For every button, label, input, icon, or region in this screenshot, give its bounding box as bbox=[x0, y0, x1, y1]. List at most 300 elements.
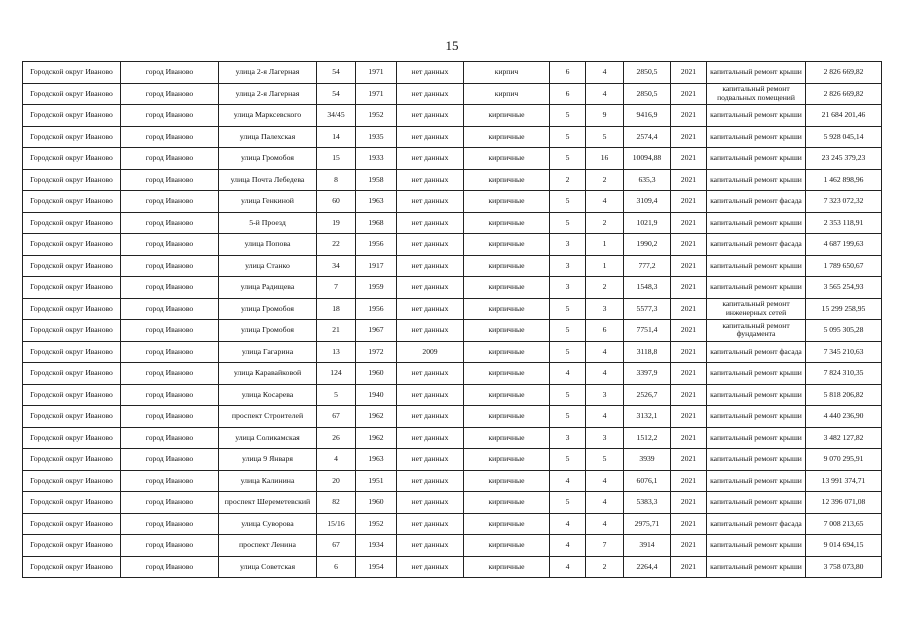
cell-floors: 6 bbox=[550, 83, 586, 105]
cell-house-number: 6 bbox=[317, 556, 356, 578]
cell-house-number: 15/16 bbox=[317, 513, 356, 535]
cell-year-built: 1958 bbox=[356, 169, 397, 191]
cell-area: 2264,4 bbox=[624, 556, 671, 578]
cell-municipality: Городской округ Иваново bbox=[23, 384, 121, 406]
cell-wall-material: кирпичные bbox=[464, 148, 550, 170]
cell-wall-material: кирпичные bbox=[464, 556, 550, 578]
cell-floors: 5 bbox=[550, 126, 586, 148]
cell-work-type: капитальный ремонт крыши bbox=[707, 449, 806, 471]
cell-house-number: 124 bbox=[317, 363, 356, 385]
cell-floors: 4 bbox=[550, 535, 586, 557]
cell-cost: 5 818 206,82 bbox=[806, 384, 882, 406]
cell-cost: 1 462 898,96 bbox=[806, 169, 882, 191]
cell-street: улица Станко bbox=[219, 255, 317, 277]
cell-cost: 1 789 650,67 bbox=[806, 255, 882, 277]
cell-house-number: 26 bbox=[317, 427, 356, 449]
cell-plan-year: 2021 bbox=[671, 363, 707, 385]
cell-house-number: 34 bbox=[317, 255, 356, 277]
cell-cost: 13 991 374,71 bbox=[806, 470, 882, 492]
cell-year-built: 1940 bbox=[356, 384, 397, 406]
cell-cost: 12 396 071,08 bbox=[806, 492, 882, 514]
cell-municipality: Городской округ Иваново bbox=[23, 556, 121, 578]
cell-house-number: 19 bbox=[317, 212, 356, 234]
cell-year-built: 1956 bbox=[356, 298, 397, 320]
cell-cost: 7 345 210,63 bbox=[806, 341, 882, 363]
cell-plan-year: 2021 bbox=[671, 191, 707, 213]
cell-floors: 3 bbox=[550, 277, 586, 299]
table-row bbox=[23, 556, 882, 578]
cell-last-repair-year: нет данных bbox=[397, 535, 464, 557]
cell-last-repair-year: нет данных bbox=[397, 277, 464, 299]
cell-area: 10094,88 bbox=[624, 148, 671, 170]
cell-municipality: Городской округ Иваново bbox=[23, 212, 121, 234]
cell-work-type: капитальный ремонт крыши bbox=[707, 470, 806, 492]
cell-area: 2526,7 bbox=[624, 384, 671, 406]
cell-work-type: капитальный ремонт крыши bbox=[707, 169, 806, 191]
cell-floors: 5 bbox=[550, 148, 586, 170]
cell-wall-material: кирпичные bbox=[464, 492, 550, 514]
cell-house-number: 82 bbox=[317, 492, 356, 514]
cell-municipality: Городской округ Иваново bbox=[23, 363, 121, 385]
cell-street: улица Громобоя bbox=[219, 298, 317, 320]
cell-settlement: город Иваново bbox=[121, 105, 219, 127]
cell-street: проспект Шереметевский bbox=[219, 492, 317, 514]
cell-year-built: 1933 bbox=[356, 148, 397, 170]
cell-work-type: капитальный ремонт фасада bbox=[707, 234, 806, 256]
cell-cost: 15 299 258,95 bbox=[806, 298, 882, 320]
table-row bbox=[23, 406, 882, 428]
cell-settlement: город Иваново bbox=[121, 234, 219, 256]
cell-entrances: 2 bbox=[586, 277, 624, 299]
cell-work-type: капитальный ремонт фасада bbox=[707, 513, 806, 535]
page-number: 15 bbox=[445, 38, 459, 53]
cell-wall-material: кирпичные bbox=[464, 212, 550, 234]
table-row bbox=[23, 126, 882, 148]
cell-street: улица Палехская bbox=[219, 126, 317, 148]
cell-cost: 2 353 118,91 bbox=[806, 212, 882, 234]
table-row bbox=[23, 148, 882, 170]
cell-settlement: город Иваново bbox=[121, 427, 219, 449]
cell-street: улица 9 Января bbox=[219, 449, 317, 471]
cell-work-type: капитальный ремонт крыши bbox=[707, 556, 806, 578]
cell-street: улица Марксевского bbox=[219, 105, 317, 127]
cell-municipality: Городской округ Иваново bbox=[23, 105, 121, 127]
cell-municipality: Городской округ Иваново bbox=[23, 449, 121, 471]
cell-house-number: 67 bbox=[317, 535, 356, 557]
cell-municipality: Городской округ Иваново bbox=[23, 255, 121, 277]
cell-wall-material: кирпичные bbox=[464, 427, 550, 449]
cell-last-repair-year: нет данных bbox=[397, 384, 464, 406]
cell-last-repair-year: нет данных bbox=[397, 556, 464, 578]
cell-floors: 2 bbox=[550, 169, 586, 191]
cell-area: 3109,4 bbox=[624, 191, 671, 213]
cell-municipality: Городской округ Иваново bbox=[23, 148, 121, 170]
cell-last-repair-year: нет данных bbox=[397, 191, 464, 213]
cell-area: 1990,2 bbox=[624, 234, 671, 256]
cell-municipality: Городской округ Иваново bbox=[23, 191, 121, 213]
table-row bbox=[23, 234, 882, 256]
cell-wall-material: кирпичные bbox=[464, 449, 550, 471]
cell-settlement: город Иваново bbox=[121, 169, 219, 191]
cell-settlement: город Иваново bbox=[121, 126, 219, 148]
cell-year-built: 1972 bbox=[356, 341, 397, 363]
cell-street: улица 2-я Лагерная bbox=[219, 62, 317, 84]
cell-year-built: 1960 bbox=[356, 363, 397, 385]
cell-floors: 5 bbox=[550, 384, 586, 406]
cell-cost: 2 826 669,82 bbox=[806, 62, 882, 84]
cell-settlement: город Иваново bbox=[121, 556, 219, 578]
cell-year-built: 1917 bbox=[356, 255, 397, 277]
cell-entrances: 1 bbox=[586, 234, 624, 256]
cell-floors: 4 bbox=[550, 513, 586, 535]
cell-floors: 4 bbox=[550, 363, 586, 385]
table-row bbox=[23, 62, 882, 84]
cell-house-number: 67 bbox=[317, 406, 356, 428]
cell-floors: 5 bbox=[550, 298, 586, 320]
cell-cost: 7 008 213,65 bbox=[806, 513, 882, 535]
cell-entrances: 3 bbox=[586, 427, 624, 449]
cell-municipality: Городской округ Иваново bbox=[23, 298, 121, 320]
cell-entrances: 4 bbox=[586, 406, 624, 428]
table-row bbox=[23, 449, 882, 471]
cell-cost: 9 014 694,15 bbox=[806, 535, 882, 557]
cell-plan-year: 2021 bbox=[671, 427, 707, 449]
housing-repair-table bbox=[22, 61, 882, 578]
cell-area: 777,2 bbox=[624, 255, 671, 277]
cell-settlement: город Иваново bbox=[121, 277, 219, 299]
cell-entrances: 4 bbox=[586, 83, 624, 105]
cell-last-repair-year: нет данных bbox=[397, 363, 464, 385]
cell-municipality: Городской округ Иваново bbox=[23, 470, 121, 492]
cell-area: 3914 bbox=[624, 535, 671, 557]
cell-area: 2850,5 bbox=[624, 62, 671, 84]
cell-wall-material: кирпич bbox=[464, 83, 550, 105]
cell-year-built: 1956 bbox=[356, 234, 397, 256]
cell-entrances: 6 bbox=[586, 320, 624, 342]
cell-floors: 4 bbox=[550, 556, 586, 578]
cell-floors: 3 bbox=[550, 234, 586, 256]
cell-municipality: Городской округ Иваново bbox=[23, 406, 121, 428]
cell-work-type: капитальный ремонт крыши bbox=[707, 277, 806, 299]
cell-plan-year: 2021 bbox=[671, 535, 707, 557]
cell-area: 3132,1 bbox=[624, 406, 671, 428]
cell-house-number: 7 bbox=[317, 277, 356, 299]
cell-wall-material: кирпичные bbox=[464, 126, 550, 148]
table-row bbox=[23, 105, 882, 127]
cell-plan-year: 2021 bbox=[671, 384, 707, 406]
cell-last-repair-year: нет данных bbox=[397, 169, 464, 191]
cell-last-repair-year: нет данных bbox=[397, 105, 464, 127]
cell-area: 1512,2 bbox=[624, 427, 671, 449]
table-body bbox=[23, 62, 882, 578]
cell-year-built: 1935 bbox=[356, 126, 397, 148]
cell-wall-material: кирпичные bbox=[464, 191, 550, 213]
cell-settlement: город Иваново bbox=[121, 470, 219, 492]
cell-wall-material: кирпичные bbox=[464, 406, 550, 428]
cell-municipality: Городской округ Иваново bbox=[23, 492, 121, 514]
cell-entrances: 4 bbox=[586, 191, 624, 213]
cell-entrances: 5 bbox=[586, 449, 624, 471]
cell-settlement: город Иваново bbox=[121, 363, 219, 385]
cell-plan-year: 2021 bbox=[671, 341, 707, 363]
table-row bbox=[23, 169, 882, 191]
cell-area: 3939 bbox=[624, 449, 671, 471]
cell-house-number: 14 bbox=[317, 126, 356, 148]
cell-area: 1548,3 bbox=[624, 277, 671, 299]
cell-cost: 7 323 072,32 bbox=[806, 191, 882, 213]
cell-plan-year: 2021 bbox=[671, 470, 707, 492]
cell-settlement: город Иваново bbox=[121, 148, 219, 170]
cell-area: 2574,4 bbox=[624, 126, 671, 148]
cell-floors: 4 bbox=[550, 470, 586, 492]
cell-year-built: 1968 bbox=[356, 212, 397, 234]
cell-street: улица Соликамская bbox=[219, 427, 317, 449]
cell-settlement: город Иваново bbox=[121, 320, 219, 342]
cell-wall-material: кирпич bbox=[464, 62, 550, 84]
cell-floors: 5 bbox=[550, 212, 586, 234]
cell-municipality: Городской округ Иваново bbox=[23, 341, 121, 363]
cell-work-type: капитальный ремонт крыши bbox=[707, 62, 806, 84]
cell-entrances: 16 bbox=[586, 148, 624, 170]
cell-area: 3397,9 bbox=[624, 363, 671, 385]
cell-cost: 21 684 201,46 bbox=[806, 105, 882, 127]
table-row bbox=[23, 341, 882, 363]
cell-settlement: город Иваново bbox=[121, 513, 219, 535]
cell-year-built: 1971 bbox=[356, 83, 397, 105]
cell-street: улица Громобоя bbox=[219, 148, 317, 170]
cell-floors: 6 bbox=[550, 62, 586, 84]
cell-settlement: город Иваново bbox=[121, 384, 219, 406]
cell-cost: 5 928 045,14 bbox=[806, 126, 882, 148]
cell-plan-year: 2021 bbox=[671, 234, 707, 256]
cell-floors: 5 bbox=[550, 492, 586, 514]
cell-floors: 5 bbox=[550, 191, 586, 213]
cell-entrances: 3 bbox=[586, 298, 624, 320]
table-row bbox=[23, 320, 882, 342]
cell-floors: 3 bbox=[550, 427, 586, 449]
table-row bbox=[23, 255, 882, 277]
cell-settlement: город Иваново bbox=[121, 406, 219, 428]
cell-year-built: 1934 bbox=[356, 535, 397, 557]
cell-floors: 5 bbox=[550, 320, 586, 342]
cell-cost: 4 687 199,63 bbox=[806, 234, 882, 256]
cell-cost: 2 826 669,82 bbox=[806, 83, 882, 105]
cell-wall-material: кирпичные bbox=[464, 320, 550, 342]
cell-settlement: город Иваново bbox=[121, 212, 219, 234]
cell-entrances: 4 bbox=[586, 492, 624, 514]
table-row bbox=[23, 427, 882, 449]
cell-last-repair-year: нет данных bbox=[397, 148, 464, 170]
cell-floors: 5 bbox=[550, 406, 586, 428]
cell-area: 7751,4 bbox=[624, 320, 671, 342]
cell-house-number: 13 bbox=[317, 341, 356, 363]
cell-entrances: 1 bbox=[586, 255, 624, 277]
cell-cost: 3 758 073,80 bbox=[806, 556, 882, 578]
cell-plan-year: 2021 bbox=[671, 298, 707, 320]
cell-entrances: 4 bbox=[586, 62, 624, 84]
cell-settlement: город Иваново bbox=[121, 255, 219, 277]
cell-house-number: 20 bbox=[317, 470, 356, 492]
cell-cost: 9 070 295,91 bbox=[806, 449, 882, 471]
cell-street: 5-й Проезд bbox=[219, 212, 317, 234]
cell-last-repair-year: нет данных bbox=[397, 62, 464, 84]
cell-year-built: 1971 bbox=[356, 62, 397, 84]
cell-wall-material: кирпичные bbox=[464, 298, 550, 320]
cell-street: улица Громобоя bbox=[219, 320, 317, 342]
cell-area: 2850,5 bbox=[624, 83, 671, 105]
cell-last-repair-year: нет данных bbox=[397, 83, 464, 105]
cell-entrances: 2 bbox=[586, 212, 624, 234]
cell-work-type: капитальный ремонт фундамента bbox=[707, 320, 806, 342]
cell-entrances: 4 bbox=[586, 513, 624, 535]
cell-municipality: Городской округ Иваново bbox=[23, 277, 121, 299]
table-row bbox=[23, 513, 882, 535]
cell-wall-material: кирпичные bbox=[464, 513, 550, 535]
cell-entrances: 2 bbox=[586, 169, 624, 191]
cell-house-number: 60 bbox=[317, 191, 356, 213]
cell-last-repair-year: нет данных bbox=[397, 406, 464, 428]
cell-wall-material: кирпичные bbox=[464, 234, 550, 256]
cell-wall-material: кирпичные bbox=[464, 341, 550, 363]
cell-settlement: город Иваново bbox=[121, 341, 219, 363]
cell-last-repair-year: нет данных bbox=[397, 492, 464, 514]
cell-plan-year: 2021 bbox=[671, 277, 707, 299]
cell-street: улица Радищева bbox=[219, 277, 317, 299]
cell-house-number: 34/45 bbox=[317, 105, 356, 127]
cell-house-number: 21 bbox=[317, 320, 356, 342]
cell-municipality: Городской округ Иваново bbox=[23, 320, 121, 342]
cell-street: улица Советская bbox=[219, 556, 317, 578]
cell-street: улица Косарева bbox=[219, 384, 317, 406]
cell-year-built: 1967 bbox=[356, 320, 397, 342]
cell-house-number: 22 bbox=[317, 234, 356, 256]
cell-wall-material: кирпичные bbox=[464, 470, 550, 492]
cell-work-type: капитальный ремонт крыши bbox=[707, 148, 806, 170]
cell-house-number: 4 bbox=[317, 449, 356, 471]
cell-municipality: Городской округ Иваново bbox=[23, 427, 121, 449]
cell-house-number: 5 bbox=[317, 384, 356, 406]
cell-street: улица Попова bbox=[219, 234, 317, 256]
cell-floors: 3 bbox=[550, 255, 586, 277]
cell-area: 635,3 bbox=[624, 169, 671, 191]
cell-street: проспект Строителей bbox=[219, 406, 317, 428]
cell-year-built: 1952 bbox=[356, 513, 397, 535]
cell-work-type: капитальный ремонт крыши bbox=[707, 255, 806, 277]
cell-street: улица Калинина bbox=[219, 470, 317, 492]
cell-house-number: 18 bbox=[317, 298, 356, 320]
table-row bbox=[23, 212, 882, 234]
cell-area: 1021,9 bbox=[624, 212, 671, 234]
cell-work-type: капитальный ремонт крыши bbox=[707, 126, 806, 148]
cell-plan-year: 2021 bbox=[671, 148, 707, 170]
cell-area: 9416,9 bbox=[624, 105, 671, 127]
cell-wall-material: кирпичные bbox=[464, 169, 550, 191]
table-row bbox=[23, 492, 882, 514]
cell-last-repair-year: нет данных bbox=[397, 298, 464, 320]
cell-plan-year: 2021 bbox=[671, 255, 707, 277]
cell-year-built: 1963 bbox=[356, 191, 397, 213]
cell-last-repair-year: 2009 bbox=[397, 341, 464, 363]
cell-plan-year: 2021 bbox=[671, 83, 707, 105]
cell-floors: 5 bbox=[550, 341, 586, 363]
cell-year-built: 1952 bbox=[356, 105, 397, 127]
cell-plan-year: 2021 bbox=[671, 62, 707, 84]
cell-work-type: капитальный ремонт фасада bbox=[707, 341, 806, 363]
cell-street: улица Каравайковой bbox=[219, 363, 317, 385]
cell-last-repair-year: нет данных bbox=[397, 513, 464, 535]
table-row bbox=[23, 470, 882, 492]
cell-municipality: Городской округ Иваново bbox=[23, 169, 121, 191]
cell-entrances: 5 bbox=[586, 126, 624, 148]
table-row bbox=[23, 277, 882, 299]
cell-street: улица 2-я Лагерная bbox=[219, 83, 317, 105]
cell-last-repair-year: нет данных bbox=[397, 126, 464, 148]
cell-year-built: 1960 bbox=[356, 492, 397, 514]
cell-year-built: 1963 bbox=[356, 449, 397, 471]
cell-last-repair-year: нет данных bbox=[397, 320, 464, 342]
cell-work-type: капитальный ремонт крыши bbox=[707, 427, 806, 449]
cell-last-repair-year: нет данных bbox=[397, 470, 464, 492]
cell-municipality: Городской округ Иваново bbox=[23, 126, 121, 148]
cell-entrances: 3 bbox=[586, 384, 624, 406]
cell-entrances: 4 bbox=[586, 363, 624, 385]
cell-plan-year: 2021 bbox=[671, 492, 707, 514]
cell-last-repair-year: нет данных bbox=[397, 427, 464, 449]
cell-last-repair-year: нет данных bbox=[397, 212, 464, 234]
cell-house-number: 8 bbox=[317, 169, 356, 191]
cell-municipality: Городской округ Иваново bbox=[23, 513, 121, 535]
table-row bbox=[23, 535, 882, 557]
cell-year-built: 1959 bbox=[356, 277, 397, 299]
cell-plan-year: 2021 bbox=[671, 406, 707, 428]
cell-wall-material: кирпичные bbox=[464, 277, 550, 299]
cell-entrances: 9 bbox=[586, 105, 624, 127]
cell-work-type: капитальный ремонт крыши bbox=[707, 492, 806, 514]
cell-work-type: капитальный ремонт крыши bbox=[707, 535, 806, 557]
cell-work-type: капитальный ремонт крыши bbox=[707, 406, 806, 428]
cell-area: 5383,3 bbox=[624, 492, 671, 514]
cell-floors: 5 bbox=[550, 105, 586, 127]
cell-street: улица Суворова bbox=[219, 513, 317, 535]
cell-work-type: капитальный ремонт фасада bbox=[707, 191, 806, 213]
cell-municipality: Городской округ Иваново bbox=[23, 83, 121, 105]
cell-wall-material: кирпичные bbox=[464, 535, 550, 557]
cell-entrances: 4 bbox=[586, 470, 624, 492]
cell-settlement: город Иваново bbox=[121, 535, 219, 557]
cell-house-number: 54 bbox=[317, 62, 356, 84]
cell-settlement: город Иваново bbox=[121, 83, 219, 105]
cell-wall-material: кирпичные bbox=[464, 105, 550, 127]
cell-cost: 23 245 379,23 bbox=[806, 148, 882, 170]
cell-municipality: Городской округ Иваново bbox=[23, 234, 121, 256]
cell-work-type: капитальный ремонт инженерных сетей bbox=[707, 298, 806, 320]
cell-year-built: 1954 bbox=[356, 556, 397, 578]
cell-cost: 5 095 305,28 bbox=[806, 320, 882, 342]
cell-settlement: город Иваново bbox=[121, 298, 219, 320]
cell-cost: 3 482 127,82 bbox=[806, 427, 882, 449]
cell-entrances: 7 bbox=[586, 535, 624, 557]
cell-settlement: город Иваново bbox=[121, 492, 219, 514]
cell-last-repair-year: нет данных bbox=[397, 234, 464, 256]
cell-work-type: капитальный ремонт подвальных помещений bbox=[707, 83, 806, 105]
cell-work-type: капитальный ремонт крыши bbox=[707, 212, 806, 234]
cell-street: улица Почта Лебедева bbox=[219, 169, 317, 191]
cell-street: улица Генкиной bbox=[219, 191, 317, 213]
cell-municipality: Городской округ Иваново bbox=[23, 535, 121, 557]
cell-plan-year: 2021 bbox=[671, 212, 707, 234]
table-row bbox=[23, 191, 882, 213]
cell-area: 5577,3 bbox=[624, 298, 671, 320]
